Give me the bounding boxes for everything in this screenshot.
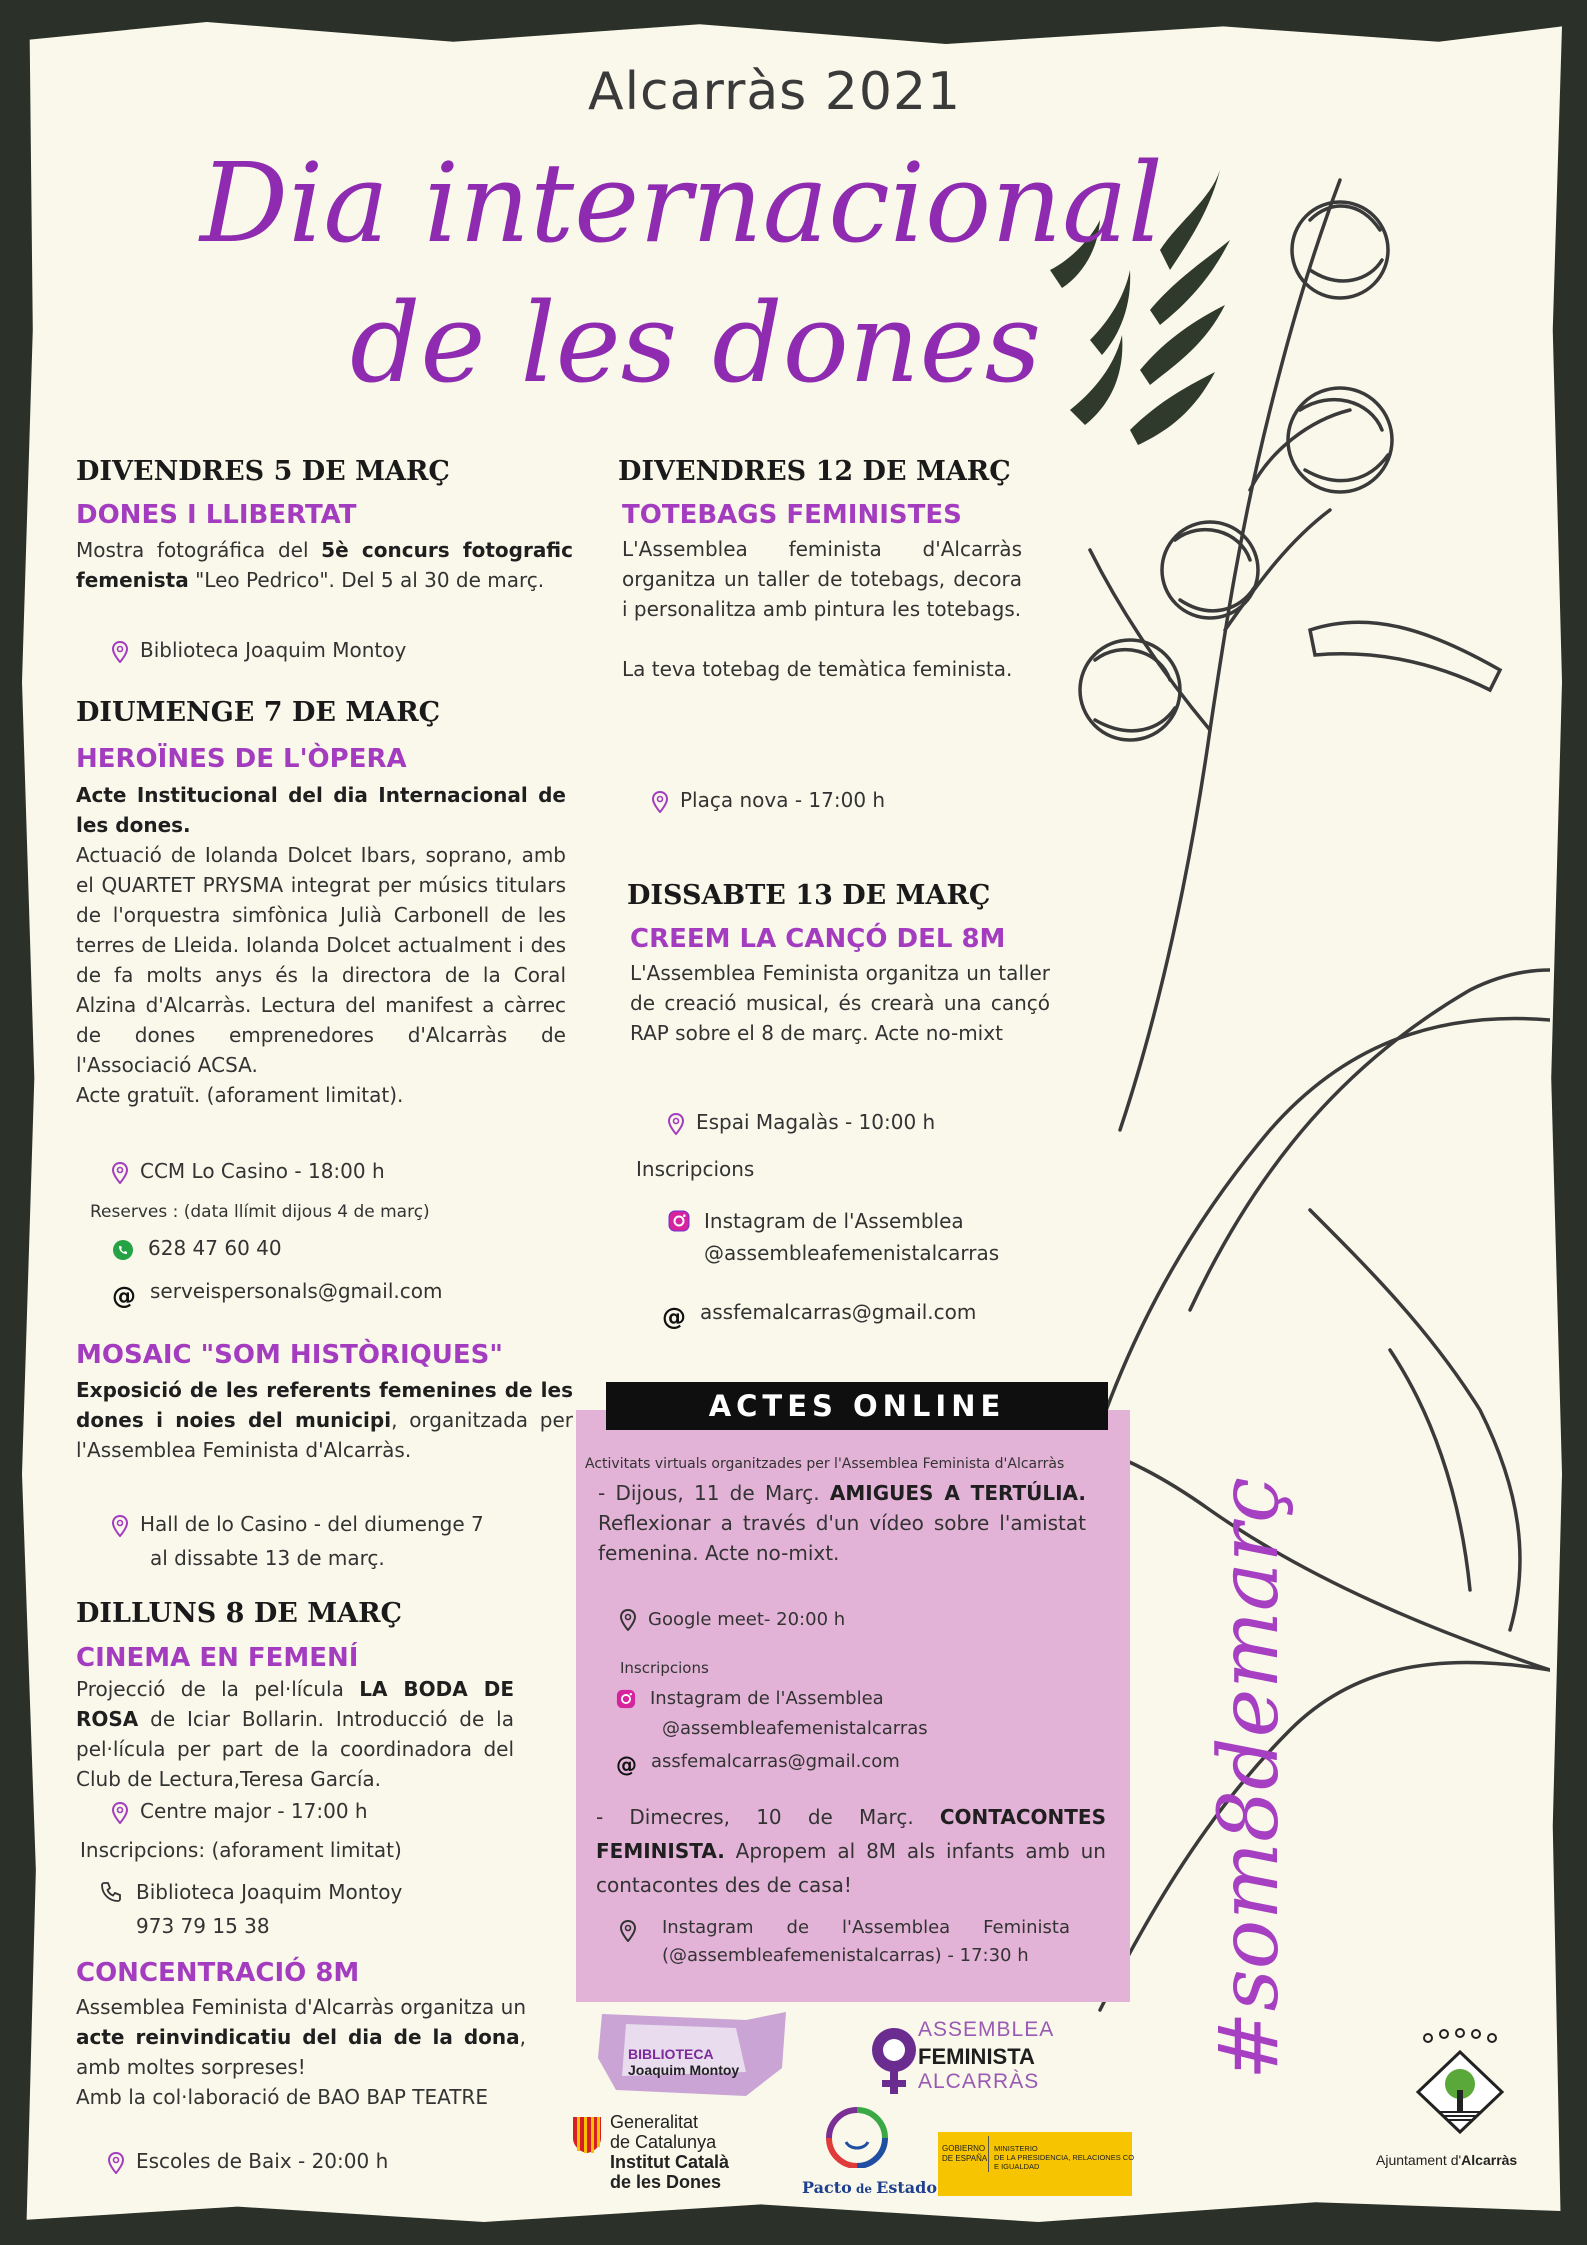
- event-location: Escoles de Baix - 20:00 h: [108, 2147, 388, 2175]
- at-sign-icon: @: [662, 1302, 686, 1331]
- location-pin-icon: [112, 1515, 128, 1537]
- phone-contact: Biblioteca Joaquim Montoy 973 79 15 38: [100, 1875, 402, 1943]
- event-location: Google meet- 20:00 h: [620, 1606, 845, 1634]
- location-pin-icon: [652, 791, 668, 813]
- event-title: CREEM LA CANÇÓ DEL 8M: [630, 924, 1006, 954]
- pacto-circle-icon: [822, 2104, 892, 2168]
- event-title: CINEMA EN FEMENÍ: [76, 1643, 359, 1673]
- event-description: Assemblea Feminista d'Alcarràs organitza un acte reinvindicatiu del dia de la dona, amb moltes sorpreses! Amb la col·laboració de BAO BAP TEATRE: [76, 1995, 526, 2109]
- event-title: HEROÏNES DE L'ÒPERA: [76, 744, 407, 774]
- reservation-note: Reserves : (data llímit dijous 4 de març): [90, 1202, 430, 1222]
- location-pin-icon: [620, 1920, 636, 1942]
- phone-contact: 628 47 60 40: [112, 1234, 282, 1262]
- location-pin-icon: [668, 1113, 684, 1135]
- poster-title-line2: de les dones: [350, 279, 1042, 407]
- event-location: Centre major - 17:00 h: [112, 1797, 368, 1825]
- email-contact: @ assfemalcarras@gmail.com: [616, 1751, 900, 1777]
- registration-note: Inscripcions: [636, 1157, 755, 1181]
- instagram-icon: [668, 1210, 690, 1232]
- event-location: Plaça nova - 17:00 h: [652, 786, 885, 814]
- event-description: Acte Institucional del dia Internacional de les dones. Actuació de Iolanda Dolcet Ibars, soprano, amb el QUARTET PRYSMA integrat per músics titulars de l'orquestra simfònica Julià Carbonell de les terres de Lleida. Iolanda Dolcet actualment i des de fa molts anys és la directora de la Coral Alzina d'Alcarràs. Lectura del manifest a càrrec de dones emprenedores d'Alcarràs de l'Associació ACSA. Acte gratuït. (aforament limitat).: [76, 783, 566, 1107]
- gobierno-logo: GOBIERNO DE ESPAÑA MINISTERIO DE LA PRESIDENCIA, RELACIONES CO E IGUALDAD: [938, 2132, 1132, 2196]
- online-event-description: - Dimecres, 10 de Març. CONTACONTES FEMINISTA. Apropem al 8M als infants amb un contacontes des de casa!: [596, 1805, 1106, 1897]
- event-year: Alcarràs 2021: [588, 62, 962, 122]
- hashtag: #som8demarç: [1202, 1477, 1297, 2080]
- event-location: Instagram de l'Assemblea Feminista (@assembleafemenistalcarras) - 17:30 h: [620, 1914, 1070, 1970]
- event-description: Mostra fotográfica del 5è concurs fotografic femenista "Leo Pedrico". Del 5 al 30 de març.: [76, 538, 573, 592]
- day-heading: DIVENDRES 5 DE MARÇ: [76, 456, 450, 487]
- instagram-contact[interactable]: Instagram de l'Assemblea @assembleafemenistalcarras: [616, 1684, 928, 1744]
- ajuntament-alcarras-logo: Ajuntament d'Alcarràs: [1376, 2028, 1546, 2178]
- day-heading: DILLUNS 8 DE MARÇ: [76, 1598, 403, 1629]
- location-pin-icon: [112, 641, 128, 663]
- registration-note: Inscripcions: (aforament limitat): [80, 1838, 402, 1862]
- online-events-heading: ACTES ONLINE: [606, 1382, 1108, 1430]
- day-heading: DISSABTE 13 DE MARÇ: [627, 880, 991, 911]
- email-contact: @ assfemalcarras@gmail.com: [662, 1300, 977, 1331]
- day-heading: DIUMENGE 7 DE MARÇ: [76, 697, 441, 728]
- at-sign-icon: @: [616, 1753, 637, 1777]
- online-subtitle: Activitats virtuals organitzades per l'Assemblea Feminista d'Alcarràs: [585, 1456, 1065, 1472]
- feminist-symbol-icon: [868, 2024, 920, 2098]
- event-title: CONCENTRACIÓ 8M: [76, 1958, 360, 1988]
- email-contact: @ serveispersonals@gmail.com: [112, 1279, 443, 1310]
- registration-note: Inscripcions: [620, 1659, 709, 1677]
- event-location: CCM Lo Casino - 18:00 h: [112, 1157, 385, 1185]
- assemblea-feminista-logo: ASSEMBLEA FEMINISTA ALCARRÀS: [868, 2014, 1078, 2104]
- event-location: Biblioteca Joaquim Montoy: [112, 636, 406, 664]
- event-title: MOSAIC "SOM HISTÒRIQUES": [76, 1340, 503, 1370]
- instagram-icon: [616, 1689, 636, 1709]
- day-heading: DIVENDRES 12 DE MARÇ: [618, 456, 1011, 487]
- event-description: Projecció de la pel·lícula LA BODA DE ROSA de Iciar Bollarin. Introducció de la pel·lícula per part de la coordinadora del Club de Lectura,Teresa García.: [76, 1677, 514, 1791]
- biblioteca-logo: BIBLIOTECA Joaquim Montoy: [596, 2008, 792, 2100]
- event-description: L'Assemblea Feminista organitza un taller de creació musical, és crearà una cançó RAP sobre el 8 de març. Acte no-mixt: [630, 961, 1050, 1045]
- at-sign-icon: @: [112, 1281, 136, 1310]
- poster-title-line1: Dia internacional: [200, 139, 1163, 267]
- location-pin-icon: [112, 1802, 128, 1824]
- online-event-description: - Dijous, 11 de Març. AMIGUES A TERTÚLIA. Reflexionar a través d'un vídeo sobre l'amistat femenina. Acte no-mixt.: [598, 1481, 1086, 1565]
- phone-icon: [100, 1881, 122, 1903]
- location-pin-icon: [108, 2152, 124, 2174]
- event-title: DONES I LLIBERTAT: [76, 500, 357, 530]
- instagram-contact[interactable]: Instagram de l'Assemblea @assembleafemenistalcarras: [668, 1205, 999, 1269]
- location-pin-icon: [620, 1609, 636, 1631]
- event-description: L'Assemblea feminista d'Alcarràs organitza un taller de totebags, decora i personalitza amb pintura les totebags. La teva totebag de temàtica feminista.: [622, 537, 1022, 681]
- event-description: Exposició de les referents femenines de les dones i noies del municipi, organitzada per l'Assemblea Feminista d'Alcarràs.: [76, 1378, 573, 1462]
- senyera-icon: [572, 2116, 602, 2154]
- event-location: Espai Magalàs - 10:00 h: [668, 1108, 935, 1136]
- municipal-crest-icon: [1410, 2028, 1510, 2140]
- event-title: TOTEBAGS FEMINISTES: [622, 500, 962, 530]
- location-pin-icon: [112, 1162, 128, 1184]
- pacto-de-estado-logo: Pacto de Estado: [796, 2104, 916, 2214]
- whatsapp-icon: [112, 1239, 134, 1261]
- generalitat-logo: Generalitat de Catalunya Institut Català de les Dones: [572, 2112, 772, 2208]
- event-location: Hall de lo Casino - del diumenge 7 al dissabte 13 de març.: [112, 1507, 484, 1575]
